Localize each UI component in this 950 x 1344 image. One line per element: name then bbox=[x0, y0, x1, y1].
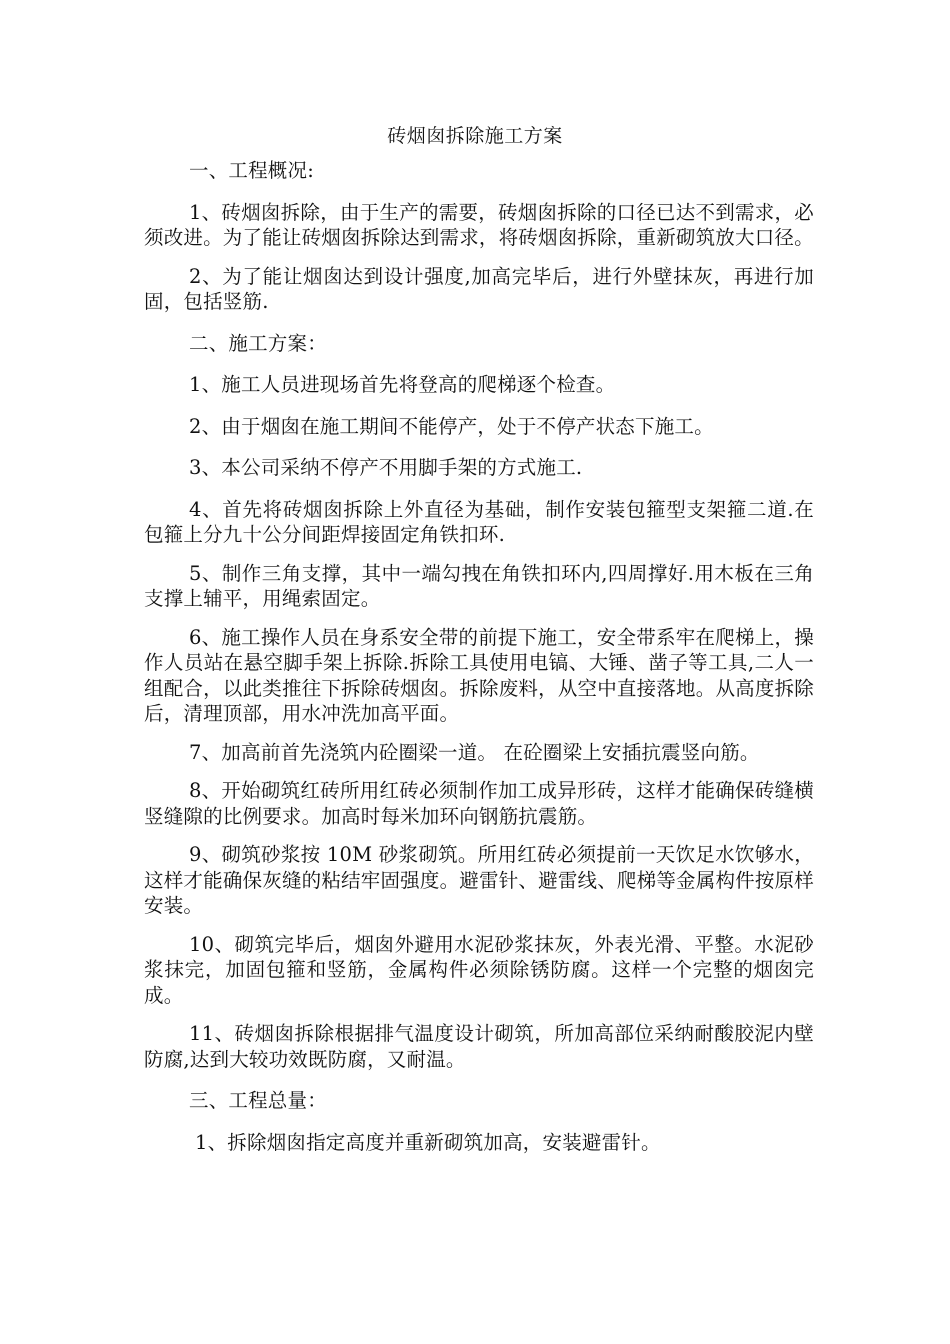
paragraph: 3、本公司采纳不停产不用脚手架的方式施工. bbox=[189, 456, 583, 479]
paragraph: 11、砖烟囱拆除根据排气温度设计砌筑，所加高部位采纳耐酸胶泥内壁防腐,达到大较功效既防腐，又耐温。 bbox=[144, 1022, 814, 1071]
paragraph: 9、砌筑砂浆按 10M 砂浆砌筑。所用红砖必须提前一天饮足水饮够水，这样才能确保灰缝的粘结牢固强度。避雷针、避雷线、爬梯等金属构件按原样安装。 bbox=[144, 843, 814, 917]
paragraph: 8、开始砌筑红砖所用红砖必须制作加工成异形砖，这样才能确保砖缝横竖缝隙的比例要求。加高时每米加环向钢筋抗震筋。 bbox=[144, 779, 814, 828]
paragraph: 4、首先将砖烟囱拆除上外直径为基础，制作安装包箍型支架箍二道.在包箍上分九十公分间距焊接固定角铁扣环. bbox=[144, 497, 814, 546]
paragraph: 7、加高前首先浇筑内砼圈梁一道。 在砼圈梁上安插抗震竖向筋。 bbox=[189, 740, 760, 764]
document-title: 砖烟囱拆除施工方案 bbox=[387, 125, 563, 147]
paragraph: 2、为了能让烟囱达到设计强度,加高完毕后，进行外壁抹灰，再进行加固，包括竖筋. bbox=[144, 264, 814, 313]
section-heading-plan: 二、施工方案： bbox=[189, 331, 327, 355]
section-heading-overview: 一、工程概况: bbox=[189, 159, 314, 182]
paragraph: 5、制作三角支撑，其中一端勾拽在角铁扣环内,四周撑好.用木板在三角支撑上辅平，用绳索固定。 bbox=[144, 561, 814, 610]
paragraph: 1、拆除烟囱指定高度并重新砌筑加高，安装避雷针。 bbox=[195, 1130, 661, 1154]
paragraph: 6、施工操作人员在身系安全带的前提下施工，安全带系牢在爬梯上，操作人员站在悬空脚手架上拆除.拆除工具使用电镐、大锤、凿子等工具,二人一组配合，以此类推往下拆除砖烟囱。拆除废料，从空中直接落地。从高度拆除后，清理顶部，用水冲洗加高平面。 bbox=[144, 625, 814, 725]
paragraph: 1、施工人员进现场首先将登高的爬梯逐个检查。 bbox=[189, 373, 616, 396]
paragraph: 1、砖烟囱拆除，由于生产的需要，砖烟囱拆除的口径已达不到需求，必须改进。为了能让砖烟囱拆除达到需求，将砖烟囱拆除，重新砌筑放大口径。 bbox=[144, 200, 814, 249]
section-heading-quantity: 三、工程总量： bbox=[189, 1089, 327, 1112]
paragraph: 10、砌筑完毕后，烟囱外避用水泥砂浆抹灰，外表光滑、平整。水泥砂浆抹完，加固包箍和竖筋，金属构件必须除锈防腐。这样一个完整的烟囱完成。 bbox=[144, 932, 814, 1007]
document-body bbox=[144, 158, 814, 1168]
paragraph: 2、由于烟囱在施工期间不能停产，处于不停产状态下施工。 bbox=[189, 414, 714, 438]
